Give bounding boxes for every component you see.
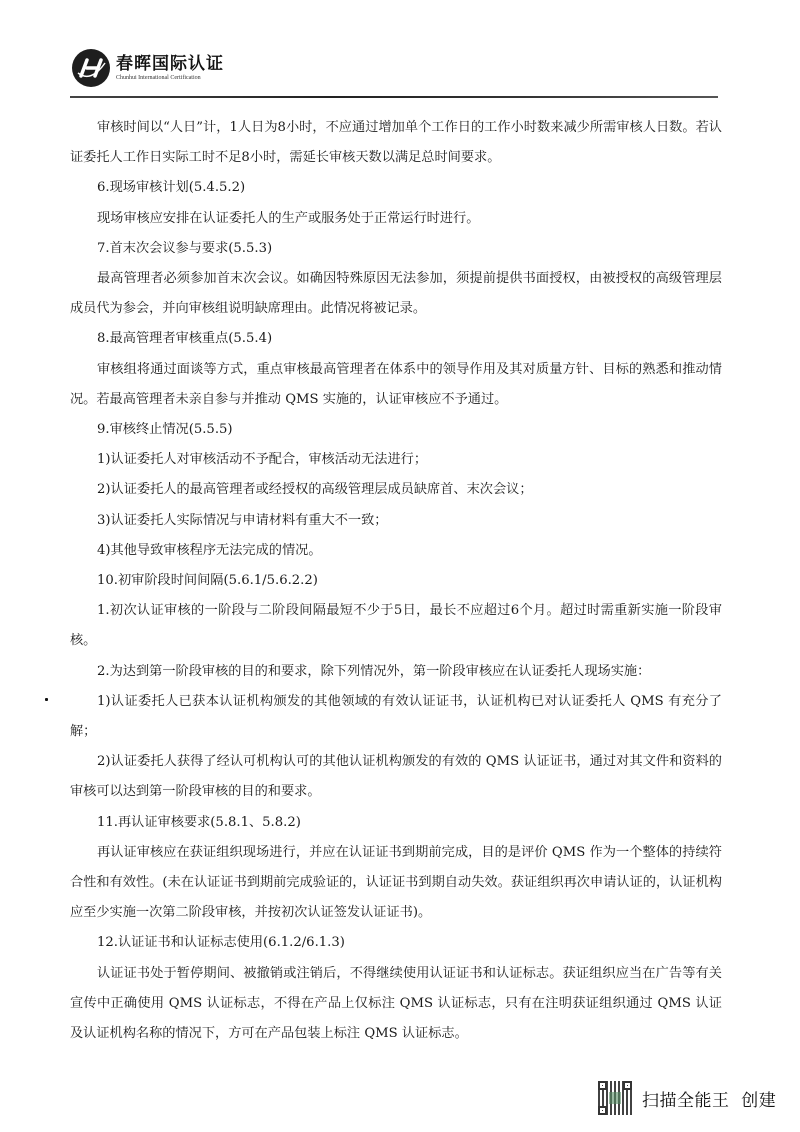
list-item-exception-2: 2)认证委托人获得了经认可机构认可的其他认证机构颁发的有效的 QMS 认证证书，通过对其文件和资料的审核可以达到第一阶段审核的目的和要求。 <box>70 754 722 800</box>
paragraph-recertification: 再认证审核应在获证组织现场进行，并应在认证证书到期前完成，目的是评价 QMS 作为一个整体的持续符合性和有效性。(未在认证证书到期前完成验证的，认证证书到期自动失效。获证组织再次申请认证的，认证机构应至少实施一次第二阶段审核，并按初次认证签发认证证书)。 <box>70 844 722 921</box>
document-header <box>72 48 224 88</box>
document-body <box>70 113 722 1049</box>
heading-top-management: 8.最高管理者审核重点(5.5.4) <box>97 331 273 347</box>
paragraph-top-management: 审核组将通过面谈等方式，重点审核最高管理者在体系中的领导作用及其对质量方针、目标的熟悉和推动情况。若最高管理者未亲自参与并推动 QMS 实施的，认证审核应不予通过。 <box>70 361 722 407</box>
list-item-termination-1: 1)认证委托人对审核活动不予配合，审核活动无法进行； <box>97 452 428 468</box>
heading-meetings: 7.首末次会议参与要求(5.5.3) <box>97 240 273 256</box>
qr-code-icon <box>598 1081 632 1115</box>
paragraph-stage-interval-1: 1.初次认证审核的一阶段与二阶段间隔最短不少于5日，最长不应超过6个月。超过时需重新实施一阶段审核。 <box>70 603 722 649</box>
heading-termination: 9.审核终止情况(5.5.5) <box>97 422 233 438</box>
list-item-termination-3: 3)认证委托人实际情况与申请材料有重大不一致； <box>97 512 388 528</box>
company-name-cn: 春晖国际认证 <box>116 54 224 74</box>
company-name-en: Chunhui International Certification <box>116 75 201 81</box>
scan-artifact-dot <box>45 698 48 701</box>
header-divider <box>70 96 718 98</box>
watermark-text: 扫描全能王 创建 <box>642 1090 777 1111</box>
list-item-termination-2: 2)认证委托人的最高管理者或经授权的高级管理层成员缺席首、末次会议； <box>97 482 533 498</box>
company-logo-icon <box>72 49 110 87</box>
heading-stage-interval: 10.初审阶段时间间隔(5.6.1/5.6.2.2) <box>97 573 318 589</box>
paragraph-audit-time: 审核时间以“人日”计，1人日为8小时，不应通过增加单个工作日的工作小时数来减少所需审核人日数。若认证委托人工作日实际工时不足8小时，需延长审核天数以满足总时间要求。 <box>70 120 722 166</box>
paragraph-certificate-usage: 认证证书处于暂停期间、被撤销或注销后，不得继续使用认证证书和认证标志。获证组织应当在广告等有关宣传中正确使用 QMS 认证标志，不得在产品上仅标注 QMS 认证标志，只有在注明获证组织通过 QMS 认证及认证机构名称的情况下，方可在产品包装上标注 QMS 认证标志。 <box>70 965 722 1042</box>
paragraph-stage-interval-2: 2.为达到第一阶段审核的目的和要求，除下列情况外，第一阶段审核应在认证委托人现场实施： <box>97 663 651 679</box>
heading-certificate-usage: 12.认证证书和认证标志使用(6.1.2/6.1.3) <box>97 935 345 951</box>
heading-recertification: 11.再认证审核要求(5.8.1、5.8.2) <box>97 814 301 830</box>
heading-onsite-plan: 6.现场审核计划(5.4.5.2) <box>97 180 246 196</box>
paragraph-onsite-plan: 现场审核应安排在认证委托人的生产或服务处于正常运行时进行。 <box>97 210 480 226</box>
scanner-watermark <box>598 1081 776 1115</box>
list-item-exception-1: 1)认证委托人已获本认证机构颁发的其他领域的有效认证证书，认证机构已对认证委托人 QMS 有充分了解； <box>70 693 722 740</box>
paragraph-meetings: 最高管理者必须参加首末次会议。如确因特殊原因无法参加，须提前提供书面授权，由被授权的高级管理层成员代为参会，并向审核组说明缺席理由。此情况将被记录。 <box>70 271 722 317</box>
list-item-termination-4: 4)其他导致审核程序无法完成的情况。 <box>97 542 322 558</box>
